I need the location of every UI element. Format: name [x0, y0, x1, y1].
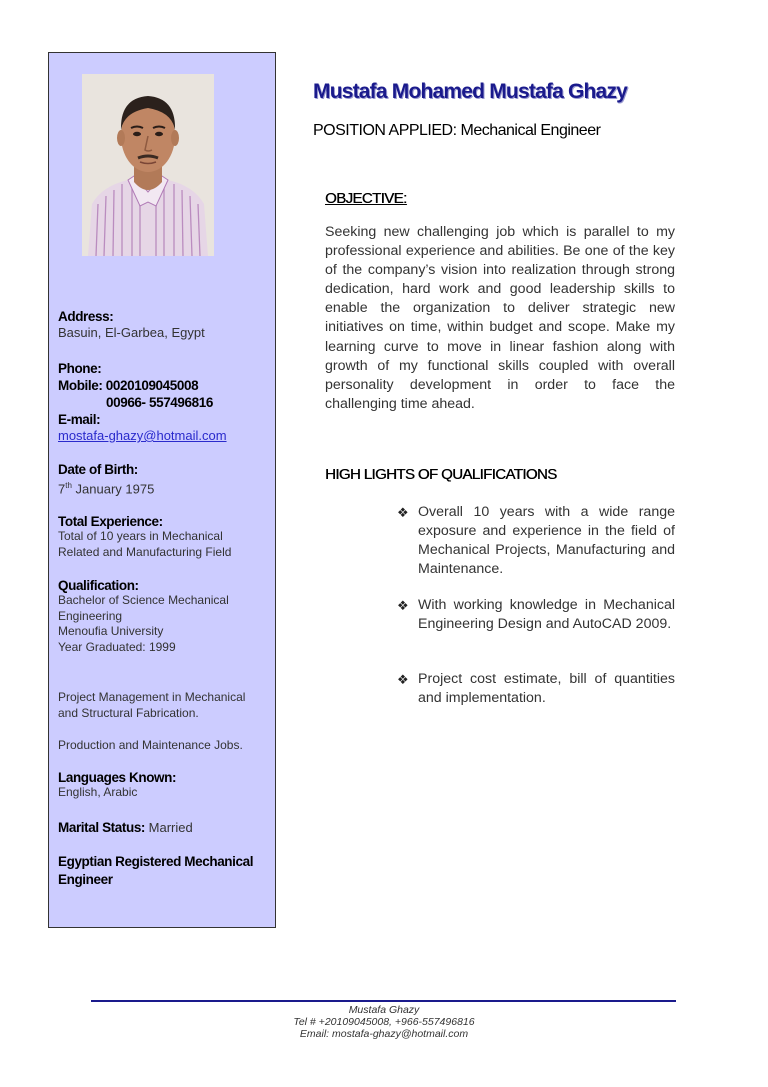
experience-section: [58, 514, 270, 560]
email-section: [58, 412, 270, 445]
marital-value: Married: [145, 820, 193, 835]
footer-email: Email: mostafa-ghazy@hotmail.com: [299, 1028, 469, 1040]
address-section: [58, 309, 270, 341]
extra-qualification-1-text: Project Management in Mechanical and Structural Fabrication.: [58, 690, 246, 720]
dob-month-year: January 1975: [71, 481, 155, 497]
extra-qualification-2: [58, 738, 270, 754]
highlight-text: Project cost estimate, bill of quantities and implementation.: [418, 671, 675, 707]
dob-section: [58, 462, 270, 497]
diamond-bullet-icon: ❖: [397, 672, 409, 687]
registration-text: Egyptian Registered Mechanical Engineer: [58, 854, 254, 887]
registration-section: [58, 853, 270, 889]
footer-tel: Tel # +20109045008, +966-557496816: [293, 1016, 475, 1028]
address-label: Address:: [58, 309, 114, 324]
experience-value: Total of 10 years in Mechanical Related and Manufacturing Field: [58, 529, 232, 559]
phone-label: Phone:: [58, 361, 102, 376]
address-value: Basuin, El-Garbea, Egypt: [58, 325, 205, 340]
objective-text: Seeking new challenging job which is parallel to my professional experience and abilities. Be one of the key of the company’s vision into realization through strong dedication, hard work and good leadership skills to enable the organization to deliver strategic new initiatives on time, within budget and scope. Make my learning curve to move in linear fashion along with growth of my functional skills coupled with overall personality development in order to face the challenging time ahead.: [325, 224, 675, 412]
qualification-year: Year Graduated: 1999: [58, 639, 176, 654]
position-applied: POSITION APPLIED: Mechanical Engineer: [313, 122, 601, 139]
languages-label: Languages Known:: [58, 770, 177, 785]
objective-heading: OBJECTIVE:: [325, 190, 407, 207]
highlight-text: With working knowledge in Mechanical Engineering Design and AutoCAD 2009.: [418, 597, 675, 633]
mobile-number-2: 00966- 557496816: [106, 395, 213, 410]
profile-photo: [82, 74, 214, 256]
highlight-text: Overall 10 years with a wide range exposure and experience in the field of Mechanical Projects, Manufacturing and Maintenance.: [418, 504, 675, 578]
dob-value: [58, 477, 270, 497]
marital-section: [58, 819, 270, 837]
qualification-university: Menoufia University: [58, 624, 164, 638]
extra-qualification-1: [58, 690, 270, 721]
diamond-bullet-icon: ❖: [397, 505, 409, 520]
email-link[interactable]: mostafa-ghazy@hotmail.com: [58, 428, 227, 443]
qualification-degree: Bachelor of Science Mechanical Engineering: [58, 593, 229, 623]
qualification-label: Qualification:: [58, 578, 139, 593]
mobile-number: Mobile: 0020109045008: [58, 378, 199, 393]
candidate-name: Mustafa Mohamed Mustafa Ghazy: [313, 80, 628, 103]
dob-suffix: th: [65, 481, 72, 490]
portrait-illustration: [82, 74, 214, 256]
highlights-heading: HIGH LIGHTS OF QUALIFICATIONS: [325, 466, 557, 483]
email-label: E-mail:: [58, 412, 101, 427]
diamond-bullet-icon: ❖: [397, 598, 409, 613]
languages-section: [58, 770, 270, 801]
footer-name: Mustafa Ghazy: [348, 1004, 420, 1016]
dob-label: Date of Birth:: [58, 462, 138, 477]
experience-label: Total Experience:: [58, 514, 163, 529]
marital-label: Marital Status:: [58, 820, 146, 835]
highlight-item: [397, 596, 675, 634]
dob-day: 7: [58, 481, 66, 497]
highlight-item: [397, 503, 675, 579]
footer-divider: [91, 1000, 676, 1002]
highlight-item: [397, 670, 675, 708]
marital-row: [58, 819, 193, 836]
languages-value: English, Arabic: [58, 785, 138, 799]
extra-qualification-2-text: Production and Maintenance Jobs.: [58, 738, 243, 752]
qualification-section: [58, 578, 270, 655]
phone-section: [58, 361, 270, 410]
